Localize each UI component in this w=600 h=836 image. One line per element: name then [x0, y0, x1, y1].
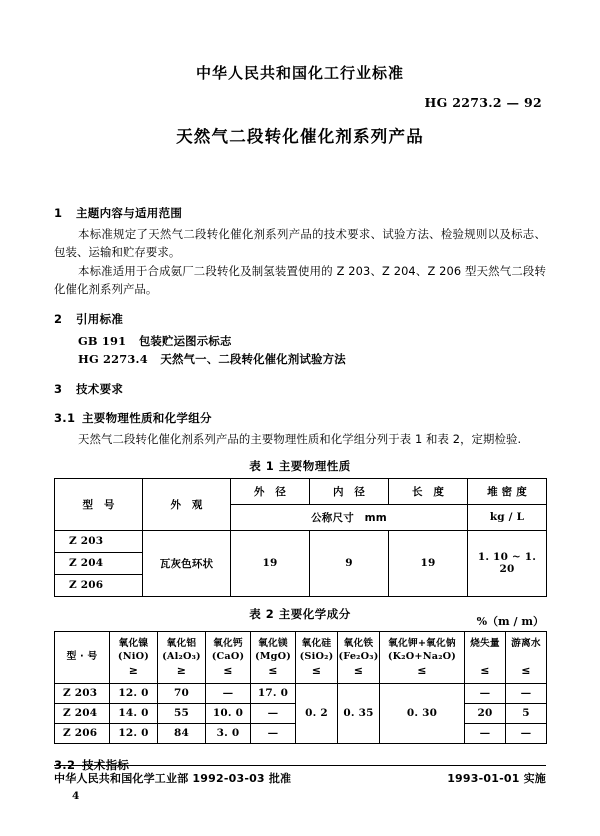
table-1-header-appearance: 外 观 [143, 478, 231, 530]
reference-item-hg2273-4 [54, 350, 546, 368]
section-3-title: 技术要求 [76, 382, 124, 396]
chem-operator: ≤ [311, 663, 322, 677]
table-2-cell-model: Z 206 [55, 723, 110, 743]
table-2-header-model: 型 · 号 [55, 631, 110, 683]
table-2-cell-cao: 3. 0 [206, 723, 251, 743]
section-2-title: 引用标准 [76, 312, 124, 326]
table-2-header-col-0 [110, 631, 158, 683]
chem-formula: (Al₂O₃) [162, 651, 201, 663]
section-2-number: 2 [54, 312, 63, 326]
table-2-header-col-3 [251, 631, 296, 683]
footer-content [54, 770, 546, 786]
table-row [55, 530, 547, 552]
table-1-header-inner-diameter: 内 径 [310, 478, 389, 504]
chem-formula: (MgO) [254, 651, 292, 663]
chem-name: 氧化硅 [301, 637, 332, 649]
table-1-caption: 表 1 主要物理性质 [249, 458, 351, 473]
table-1-cell-inner-diameter: 9 [310, 530, 389, 596]
chem-operator: ≤ [353, 663, 364, 677]
table-2-cell-mgo: 17. 0 [251, 683, 296, 703]
table-2-cell-mgo: — [251, 723, 296, 743]
section-1-number: 1 [54, 206, 63, 220]
reference-code: HG 2273.4 [78, 352, 148, 366]
chem-operator: ≤ [480, 663, 490, 677]
section-1-paragraph-2: 本标准适用于合成氨厂二段转化及制氢装置使用的 Z 203、Z 204、Z 206 型天然气二段转化催化剂系列产品。 [54, 264, 546, 296]
table-1-cell-outer-diameter: 19 [231, 530, 310, 596]
footer-approval: 中华人民共和国化学工业部 1992-03-03 批准 [54, 772, 292, 785]
section-3-number: 3 [54, 382, 63, 396]
table-1-cell-length: 19 [389, 530, 468, 596]
reference-title: 天然气一、二段转化催化剂试验方法 [160, 352, 346, 366]
table-2-cell-nio: 12. 0 [110, 723, 158, 743]
document-header [0, 0, 600, 147]
table-2-cell-free-water: 5 [506, 703, 547, 723]
table-2-cell-model: Z 203 [55, 683, 110, 703]
table-1-header-length: 长 度 [389, 478, 468, 504]
chem-operator: ≤ [223, 663, 233, 677]
table-2-header-col-8 [506, 631, 547, 683]
table-row [55, 683, 547, 703]
chem-formula: (SiO₂) [299, 651, 334, 663]
chem-formula: (K₂O+Na₂O) [387, 651, 457, 663]
table-1-cell-model: Z 206 [55, 574, 143, 596]
table-1-header-nominal-size: 公称尺寸 mm [231, 504, 468, 530]
table-2-chemical-composition [54, 631, 547, 744]
standard-organization: 中华人民共和国化工行业标准 [195, 64, 404, 82]
table-2-cell-free-water: — [506, 723, 547, 743]
chem-formula: (NiO) [117, 651, 150, 663]
table-2-cell-ignition-loss: — [465, 683, 506, 703]
section-3-1-paragraph: 天然气二段转化催化剂系列产品的主要物理性质和化学组分列于表 1 和表 2，定期检验. [78, 432, 522, 446]
footer-implementation: 1993-01-01 实施 [447, 772, 546, 785]
reference-item-gb191 [54, 332, 546, 350]
document-title: 天然气二段转化催化剂系列产品 [176, 127, 424, 146]
table-1-cell-model: Z 203 [55, 530, 143, 552]
chem-operator: ≤ [417, 663, 427, 677]
table-2-cell-model: Z 204 [55, 703, 110, 723]
table-1-header-density-unit: kg / L [468, 504, 547, 530]
standard-number: HG 2273.2 — 92 [424, 95, 542, 110]
page-number: 4 [72, 790, 80, 802]
chem-formula: (CaO) [211, 651, 245, 663]
chem-name: 氧化钙 [213, 637, 243, 649]
table-2-cell-ignition-loss: 20 [465, 703, 506, 723]
table-2-caption: 表 2 主要化学成分 [249, 606, 351, 621]
chem-name: 氧化镁 [258, 637, 288, 649]
footer-divider [54, 765, 546, 766]
reference-title: 包装贮运图示标志 [138, 334, 232, 348]
section-1-title: 主题内容与适用范围 [76, 206, 183, 220]
section-1-paragraph-1: 本标准规定了天然气二段转化催化剂系列产品的技术要求、试验方法、检验规则以及标志、包装、运输和贮存要求。 [54, 227, 546, 259]
chem-name: 游离水 [511, 637, 541, 649]
table-2-cell-mgo: — [251, 703, 296, 723]
chem-operator: ≤ [521, 663, 531, 677]
table-2-cell-free-water: — [506, 683, 547, 703]
table-1-header-bulk-density: 堆 密 度 [468, 478, 547, 504]
table-2-unit-note: %（m / m） [476, 614, 544, 628]
table-2-cell-ignition-loss: — [465, 723, 506, 743]
section-3-heading [54, 381, 546, 397]
chem-formula: (Fe₂O₃) [338, 651, 379, 663]
table-2-cell-nio: 12. 0 [110, 683, 158, 703]
table-2-header-col-6 [380, 631, 465, 683]
table-2-cell-al2o3: 84 [158, 723, 206, 743]
table-2-header-col-2 [206, 631, 251, 683]
section-3-1-heading [54, 410, 546, 426]
table-2-header-col-1 [158, 631, 206, 683]
chem-name: 烧失量 [470, 637, 500, 649]
document-body [54, 147, 546, 773]
chem-operator: ≤ [268, 663, 278, 677]
document-footer [54, 765, 546, 802]
chem-name: 氧化镍 [118, 637, 149, 649]
chem-operator: ≥ [176, 663, 187, 677]
table-2-header-col-7 [465, 631, 506, 683]
table-2-cell-k2o-na2o: 0. 30 [380, 683, 465, 743]
table-1-physical-properties [54, 478, 547, 597]
table-1-header-model: 型 号 [55, 478, 143, 530]
table-2-cell-sio2: 0. 2 [296, 683, 338, 743]
table-row [55, 631, 547, 683]
table-2-cell-al2o3: 55 [158, 703, 206, 723]
section-1-heading [54, 205, 546, 221]
chem-name: 氧化钾+氧化钠 [388, 637, 456, 649]
chem-name: 氧化铁 [343, 637, 374, 649]
table-2-cell-fe2o3: 0. 35 [338, 683, 380, 743]
section-2-heading [54, 311, 546, 327]
chem-operator: ≥ [128, 663, 139, 677]
section-3-2-title: 技术指标 [82, 757, 130, 772]
table-1-header-outer-diameter: 外 径 [231, 478, 310, 504]
section-3-2-number: 3.2 [54, 757, 76, 772]
table-2-cell-nio: 14. 0 [110, 703, 158, 723]
table-2-cell-cao: — [206, 683, 251, 703]
table-2-cell-cao: 10. 0 [206, 703, 251, 723]
table-2-cell-al2o3: 70 [158, 683, 206, 703]
chem-name: 氧化铝 [166, 637, 197, 649]
reference-code: GB 191 [78, 334, 127, 348]
table-row [55, 478, 547, 504]
table-1-cell-appearance: 瓦灰色环状 [143, 530, 231, 596]
table-2-header-col-5 [338, 631, 380, 683]
section-3-1-number: 3.1 [54, 411, 76, 425]
table-2-header-col-4 [296, 631, 338, 683]
section-3-1-title: 主要物理性质和化学组分 [82, 411, 212, 425]
table-1-cell-model: Z 204 [55, 552, 143, 574]
table-1-cell-bulk-density: 1. 10 ~ 1. 20 [468, 530, 547, 596]
